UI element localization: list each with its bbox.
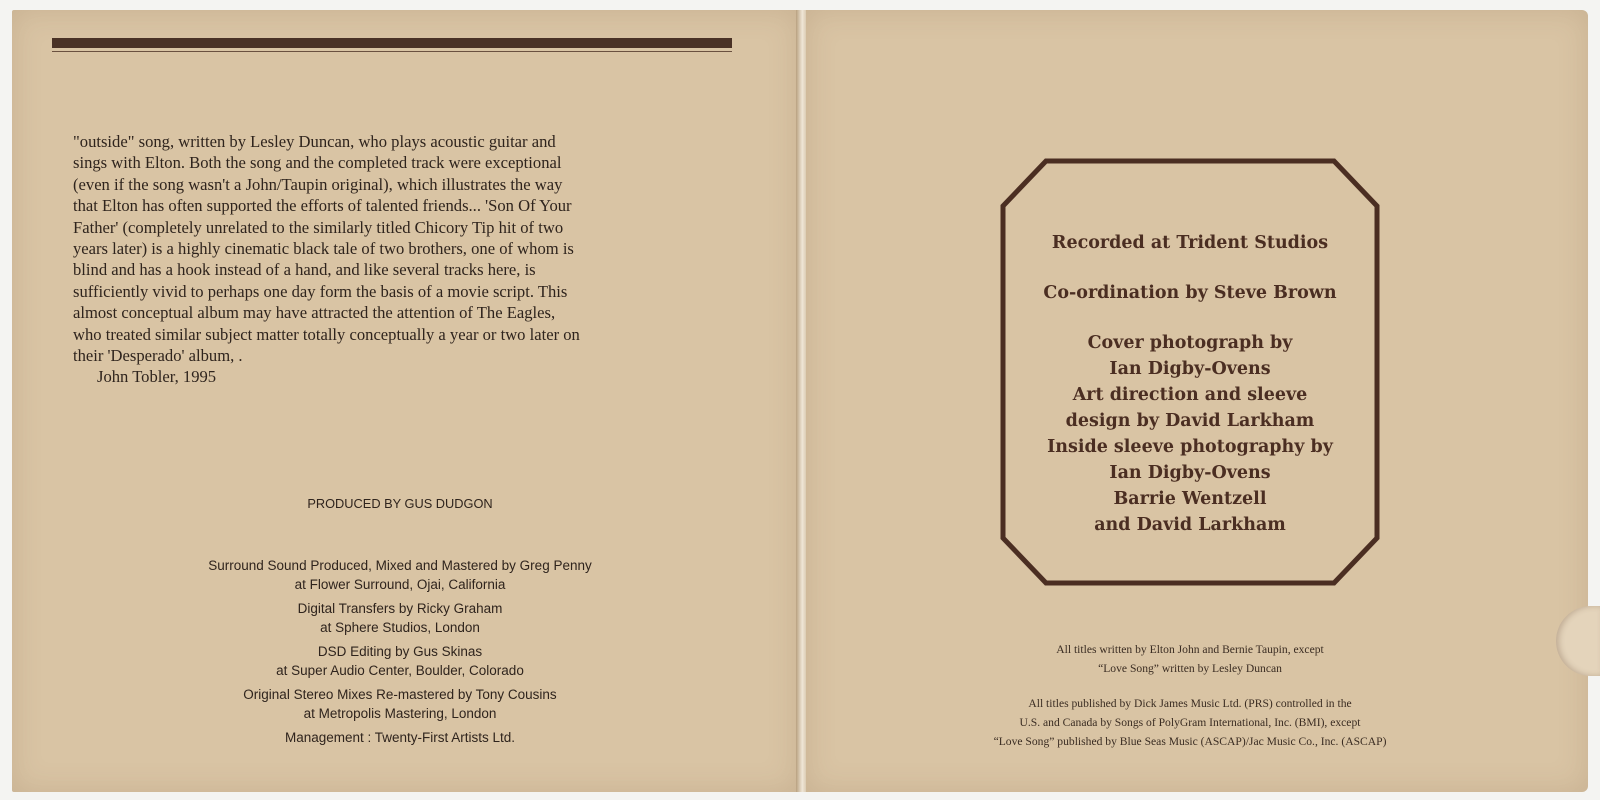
credit-line: Management : Twenty-First Artists Ltd.	[284, 730, 516, 745]
recorded-at-text: Recorded at Trident Studios	[1051, 233, 1329, 253]
decorative-rule	[52, 38, 732, 48]
essay-line: who treated similar subject matter totally conceptually a year or two later on	[73, 324, 580, 344]
fine-print-line: All titles written by Elton John and Bernie Taupin, except	[1056, 643, 1324, 656]
songwriting-credits	[880, 640, 1500, 678]
box-credit-line: Ian Digby-Ovens	[1109, 463, 1271, 483]
liner-notes-essay	[73, 131, 713, 388]
essay-line: years later) is a highly cinematic black tale of two brothers, one of whom is	[73, 239, 574, 259]
credit-line: at Flower Surround, Ojai, California	[294, 577, 506, 592]
credit-line: Digital Transfers by Ricky Graham	[297, 601, 503, 616]
credit-line: at Sphere Studios, London	[320, 620, 480, 635]
fine-print-line: “Love Song” written by Lesley Duncan	[1098, 662, 1282, 675]
box-credit-line: design by David Larkham	[1065, 411, 1315, 431]
credit-block	[160, 728, 640, 747]
box-credit-line: Art direction and sleeve	[1072, 385, 1308, 405]
box-credit-line: Cover photograph by	[1087, 333, 1293, 353]
essay-line: sufficiently vivid to perhaps one day form the basis of a movie script. This	[73, 281, 568, 301]
essay-line: Father' (completely unrelated to the similarly titled Chicory Tip hit of two	[73, 217, 564, 237]
credit-block	[160, 685, 640, 723]
decorative-rule-thin	[52, 51, 732, 52]
credit-block	[160, 599, 640, 637]
essay-line: "outside" song, written by Lesley Duncan, who plays acoustic guitar and	[73, 132, 556, 151]
essay-line: almost conceptual album may have attracted the attention of The Eagles,	[73, 303, 556, 323]
essay-line: (even if the song wasn't a John/Taupin original), which illustrates the way	[73, 174, 563, 194]
coordination-text: Co-ordination by Steve Brown	[1043, 283, 1337, 303]
fine-print-line: All titles published by Dick James Music Ltd. (PRS) controlled in the	[1028, 697, 1352, 710]
credit-line: DSD Editing by Gus Skinas	[317, 644, 483, 659]
essay-line: sings with Elton. Both the song and the completed track were exceptional	[73, 153, 562, 173]
studio-credits-box	[1000, 230, 1380, 538]
credit-line: Surround Sound Produced, Mixed and Mastered by Greg Penny	[208, 558, 592, 573]
box-credit-line: Barrie Wentzell	[1113, 489, 1267, 509]
essay-signoff: John Tobler, 1995	[97, 367, 217, 387]
technical-credits	[160, 556, 640, 752]
credit-line: at Super Audio Center, Boulder, Colorado	[276, 663, 524, 678]
fine-print-line: U.S. and Canada by Songs of PolyGram International, Inc. (BMI), except	[1019, 716, 1361, 729]
box-credit-line: Ian Digby-Ovens	[1109, 359, 1271, 379]
essay-line: that Elton has often supported the efforts of talented friends... 'Son Of Your	[73, 196, 572, 216]
fine-print-line: “Love Song” published by Blue Seas Music (ASCAP)/Jac Music Co., Inc. (ASCAP)	[993, 735, 1387, 748]
box-credit-line: and David Larkham	[1094, 515, 1286, 535]
publishing-credits	[880, 694, 1500, 751]
essay-line: their 'Desperado' album, .	[73, 346, 243, 366]
essay-line: blind and has a hook instead of a hand, and like several tracks here, is	[73, 260, 536, 280]
credit-block	[160, 556, 640, 594]
credit-block	[160, 642, 640, 680]
box-credit-line: Inside sleeve photography by	[1047, 437, 1333, 457]
credit-line: Original Stereo Mixes Re-mastered by Tony Cousins	[243, 687, 557, 702]
producer-credit: PRODUCED BY GUS DUDGON	[307, 496, 493, 511]
credit-line: at Metropolis Mastering, London	[303, 706, 497, 721]
